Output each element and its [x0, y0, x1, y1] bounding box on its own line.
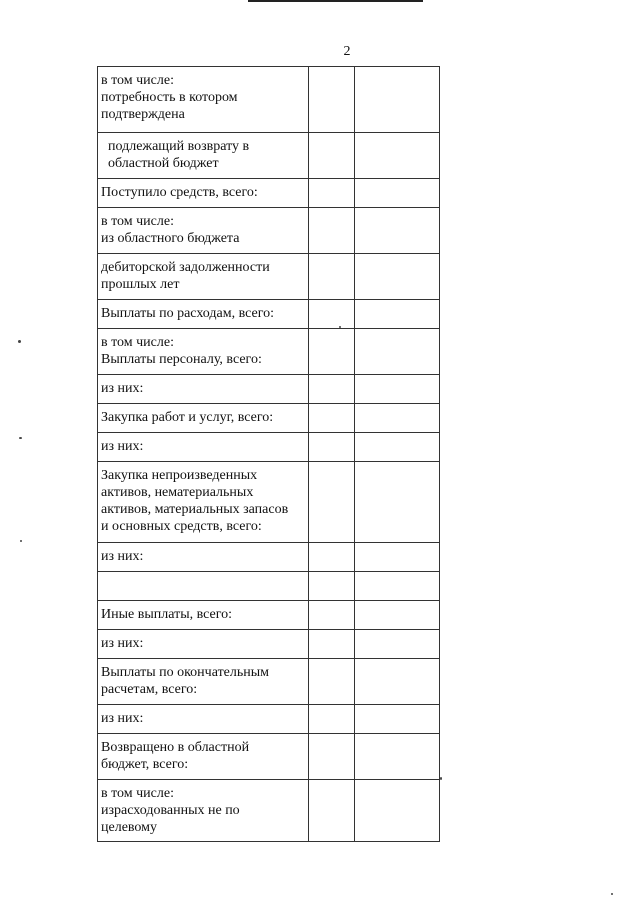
value-cell-a — [309, 572, 355, 601]
row-label-text: из них: — [101, 381, 144, 396]
value-cell-a — [309, 329, 355, 375]
row-label-cell — [98, 572, 309, 601]
value-cell-a — [309, 433, 355, 462]
value-cell-b — [355, 375, 440, 404]
scan-speck — [339, 326, 341, 328]
scan-speck — [611, 893, 613, 895]
value-cell-b — [355, 300, 440, 329]
scan-speck — [20, 540, 22, 542]
value-cell-b — [355, 734, 440, 780]
row-label-text: в том числе: из областного бюджета — [101, 214, 240, 246]
value-cell-b — [355, 630, 440, 659]
scan-speck — [19, 437, 22, 439]
value-cell-a — [309, 659, 355, 705]
row-label-cell — [98, 404, 309, 433]
table-row — [98, 572, 440, 601]
row-label-text: Выплаты по окончательным расчетам, всего: — [101, 665, 270, 697]
value-cell-a — [309, 780, 355, 842]
value-cell-a — [309, 254, 355, 300]
value-cell-b — [355, 780, 440, 842]
value-cell-b — [355, 433, 440, 462]
table-row — [98, 67, 440, 133]
row-label-cell — [98, 543, 309, 572]
value-cell-a — [309, 300, 355, 329]
value-cell-b — [355, 705, 440, 734]
row-label-cell — [98, 462, 309, 543]
row-label-text: Возвращено в областной бюджет, всего: — [101, 740, 250, 772]
scan-speck — [18, 340, 21, 343]
row-label-cell — [98, 659, 309, 705]
row-label-text: подлежащий возврату в областной бюджет — [108, 139, 250, 171]
row-label-cell — [98, 254, 309, 300]
value-cell-b — [355, 179, 440, 208]
value-cell-a — [309, 630, 355, 659]
row-label-text: из них: — [101, 636, 144, 651]
table-row — [98, 659, 440, 705]
value-cell-a — [309, 705, 355, 734]
row-label-cell — [98, 329, 309, 375]
row-label-cell — [98, 179, 309, 208]
row-label-cell — [98, 67, 309, 133]
value-cell-b — [355, 208, 440, 254]
value-cell-b — [355, 404, 440, 433]
page-top-edge-line — [248, 0, 423, 2]
row-label-cell — [98, 133, 309, 179]
table-row — [98, 179, 440, 208]
table-row — [98, 734, 440, 780]
value-cell-b — [355, 329, 440, 375]
table-row — [98, 433, 440, 462]
value-cell-a — [309, 734, 355, 780]
value-cell-a — [309, 601, 355, 630]
value-cell-a — [309, 462, 355, 543]
row-label-cell — [98, 780, 309, 842]
table-row — [98, 780, 440, 842]
value-cell-b — [355, 543, 440, 572]
table-row — [98, 254, 440, 300]
row-label-cell — [98, 705, 309, 734]
row-label-text: Иные выплаты, всего: — [101, 607, 233, 622]
row-label-text: в том числе: израсходованных не по целевому — [101, 786, 240, 835]
value-cell-a — [309, 404, 355, 433]
value-cell-a — [309, 375, 355, 404]
row-label-text: в том числе: потребность в котором подтверждена — [101, 73, 238, 122]
table-row — [98, 329, 440, 375]
table-body — [98, 67, 440, 842]
row-label-cell — [98, 208, 309, 254]
value-cell-b — [355, 572, 440, 601]
page-number: 2 — [343, 44, 351, 59]
row-label-cell — [98, 375, 309, 404]
row-label-text: из них: — [101, 711, 144, 726]
scan-speck — [440, 777, 442, 780]
table-row — [98, 601, 440, 630]
value-cell-a — [309, 133, 355, 179]
table-row — [98, 208, 440, 254]
value-cell-b — [355, 254, 440, 300]
row-label-text: Выплаты по расходам, всего: — [101, 306, 275, 321]
value-cell-b — [355, 133, 440, 179]
value-cell-b — [355, 601, 440, 630]
table-row — [98, 133, 440, 179]
table-row — [98, 462, 440, 543]
row-label-text: Закупка работ и услуг, всего: — [101, 410, 274, 425]
financial-report-table — [97, 66, 440, 842]
value-cell-b — [355, 462, 440, 543]
row-label-text: Закупка непроизведенных активов, нематериальных активов, материальных запасов и основных средств, всего: — [101, 468, 289, 534]
row-label-text: из них: — [101, 439, 144, 454]
row-label-cell — [98, 630, 309, 659]
row-label-text: дебиторской задолженности прошлых лет — [101, 260, 270, 292]
row-label-text: из них: — [101, 549, 144, 564]
row-label-cell — [98, 433, 309, 462]
value-cell-a — [309, 179, 355, 208]
row-label-cell — [98, 601, 309, 630]
table-row — [98, 630, 440, 659]
table-row — [98, 543, 440, 572]
row-label-text: в том числе: Выплаты персоналу, всего: — [101, 335, 262, 367]
row-label-cell — [98, 300, 309, 329]
table-row — [98, 300, 440, 329]
value-cell-a — [309, 208, 355, 254]
value-cell-b — [355, 67, 440, 133]
value-cell-a — [309, 67, 355, 133]
row-label-text: Поступило средств, всего: — [101, 185, 258, 200]
table-row — [98, 705, 440, 734]
row-label-cell — [98, 734, 309, 780]
value-cell-a — [309, 543, 355, 572]
value-cell-b — [355, 659, 440, 705]
row-label-text — [98, 572, 308, 581]
table-row — [98, 375, 440, 404]
table-row — [98, 404, 440, 433]
